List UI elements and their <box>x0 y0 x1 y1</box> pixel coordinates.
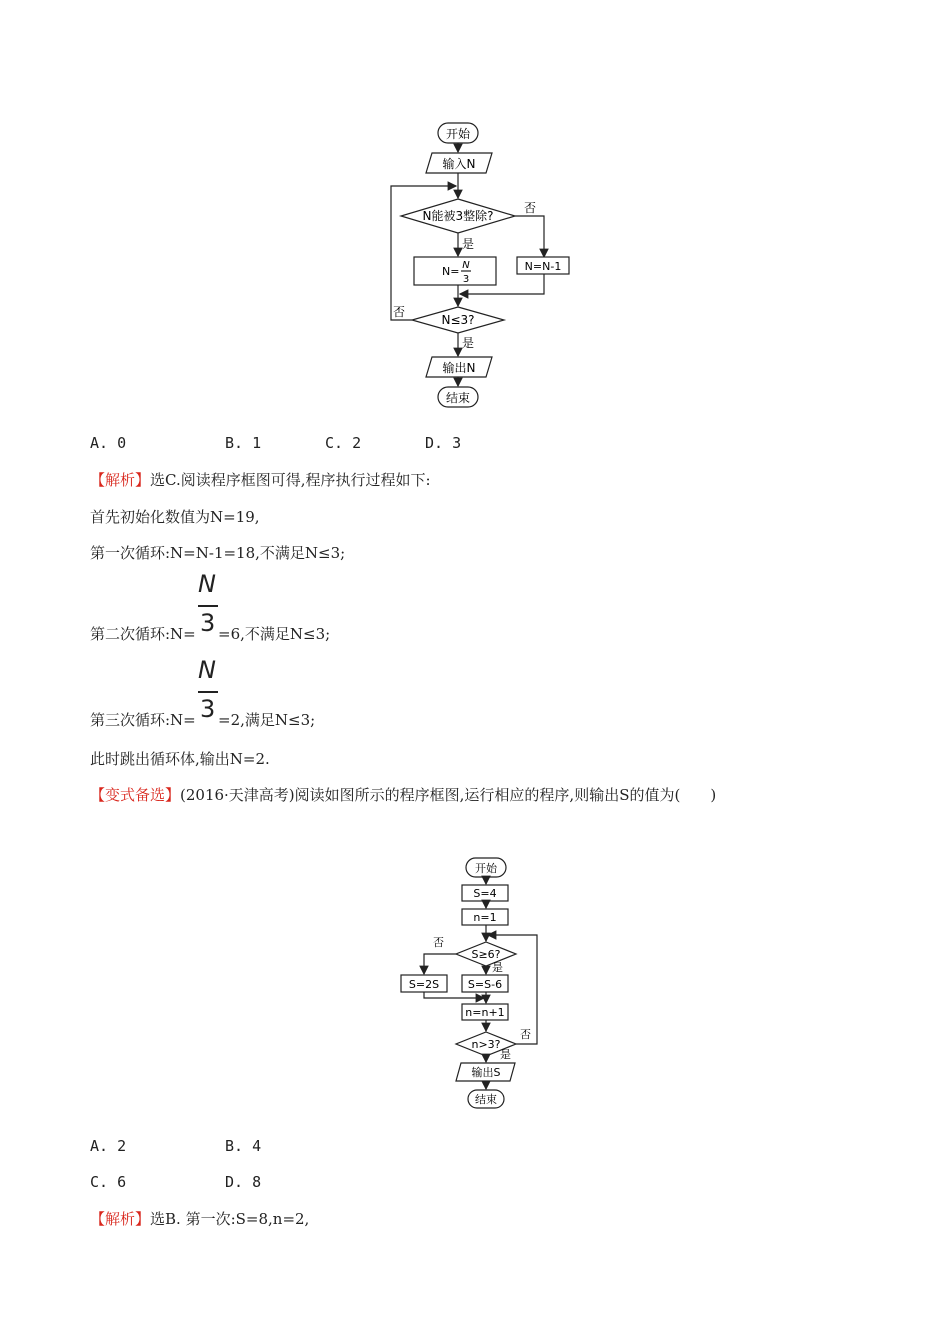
fc1-input-label: 输入N <box>442 157 476 171</box>
fc2-start-label: 开始 <box>475 862 497 875</box>
q1-option-b: B. 1 <box>225 434 262 452</box>
fc2-decision-s-ge-6-label: S≥6? <box>471 948 501 961</box>
q2-option-b: B. 4 <box>225 1137 262 1155</box>
fc2-no-label-2: 否 <box>520 1028 531 1041</box>
fc2-output-label: 输出S <box>471 1066 501 1079</box>
fc1-decision-le3-label: N≤3? <box>441 313 475 327</box>
fc1-assign-divide-num: N <box>462 260 470 271</box>
analysis-1-line-4-pre: 第三次循环:N= <box>90 711 196 729</box>
q1-option-c: C. 2 <box>325 434 362 452</box>
analysis-1-line-3-pre: 第二次循环:N= <box>90 625 196 643</box>
analysis-1-frac2-bar <box>198 691 218 693</box>
fc1-no-label-1: 否 <box>524 201 537 215</box>
analysis-2-heading <box>90 1209 309 1229</box>
fc1-end-label: 结束 <box>445 391 471 405</box>
analysis-2-tag: 【解析】 <box>90 1210 151 1228</box>
fc1-no-label-2: 否 <box>393 305 406 319</box>
fc1-assign-decrement-label: N=N-1 <box>524 260 562 273</box>
variant-question <box>90 785 716 805</box>
flowchart-1 <box>0 110 950 530</box>
fc1-yes-label-2: 是 <box>462 336 475 350</box>
q1-option-d: D. 3 <box>425 434 462 452</box>
variant-tag: 【变式备选】 <box>90 786 181 804</box>
q2-option-a: A. 2 <box>90 1137 127 1155</box>
analysis-1-line-4-post: =2,满足N≤3; <box>218 711 316 729</box>
q2-option-d: D. 8 <box>225 1173 262 1191</box>
analysis-1-line-2: 第一次循环:N=N-1=18,不满足N≤3; <box>90 544 346 562</box>
flowchart-2 <box>0 850 950 1120</box>
fc2-end-label: 结束 <box>475 1093 497 1106</box>
analysis-1-frac1-bar <box>198 605 218 607</box>
fc2-s-minus-label: S=S-6 <box>467 978 503 991</box>
analysis-1-line-1: 首先初始化数值为N=19, <box>90 508 260 526</box>
fc2-n-increment-label: n=n+1 <box>465 1006 505 1019</box>
fc2-decision-n-gt-3-label: n>3? <box>471 1038 501 1051</box>
fc2-yes-label-1: 是 <box>492 961 503 974</box>
fc2-no-label-1: 否 <box>433 936 444 949</box>
fc1-assign-divide-den: 3 <box>462 274 470 285</box>
analysis-1-heading <box>90 470 431 490</box>
q2-option-c: C. 6 <box>90 1173 127 1191</box>
fc1-decision-divisible-label: N能被3整除? <box>422 209 494 223</box>
analysis-1-frac2-den: 3 <box>200 695 216 723</box>
analysis-1-tag: 【解析】 <box>90 471 151 489</box>
fc1-yes-label-1: 是 <box>462 237 475 251</box>
analysis-1-frac1-den: 3 <box>200 609 216 637</box>
variant-text: (2016·天津高考)阅读如图所示的程序框图,运行相应的程序,则输出S的值为( ) <box>180 786 717 804</box>
analysis-1-line-5: 此时跳出循环体,输出N=2. <box>90 750 270 768</box>
fc1-start-label: 开始 <box>445 127 471 141</box>
fc2-yes-label-2: 是 <box>500 1048 511 1061</box>
analysis-2-text: 选B. 第一次:S=8,n=2, <box>150 1210 310 1228</box>
analysis-1-text: 选C.阅读程序框图可得,程序执行过程如下: <box>150 471 431 489</box>
analysis-1-frac1-num: N <box>198 570 216 598</box>
analysis-1-line-3-post: =6,不满足N≤3; <box>218 625 331 643</box>
q1-option-a: A. 0 <box>90 434 127 452</box>
fc1-assign-divide-lhs: N= <box>442 265 460 278</box>
fc2-n-init-label: n=1 <box>473 911 497 924</box>
analysis-1-frac2-num: N <box>198 656 216 684</box>
fc1-output-label: 输出N <box>442 361 476 375</box>
fc2-s-init-label: S=4 <box>473 887 497 900</box>
fc2-s-double-label: S=2S <box>408 978 440 991</box>
